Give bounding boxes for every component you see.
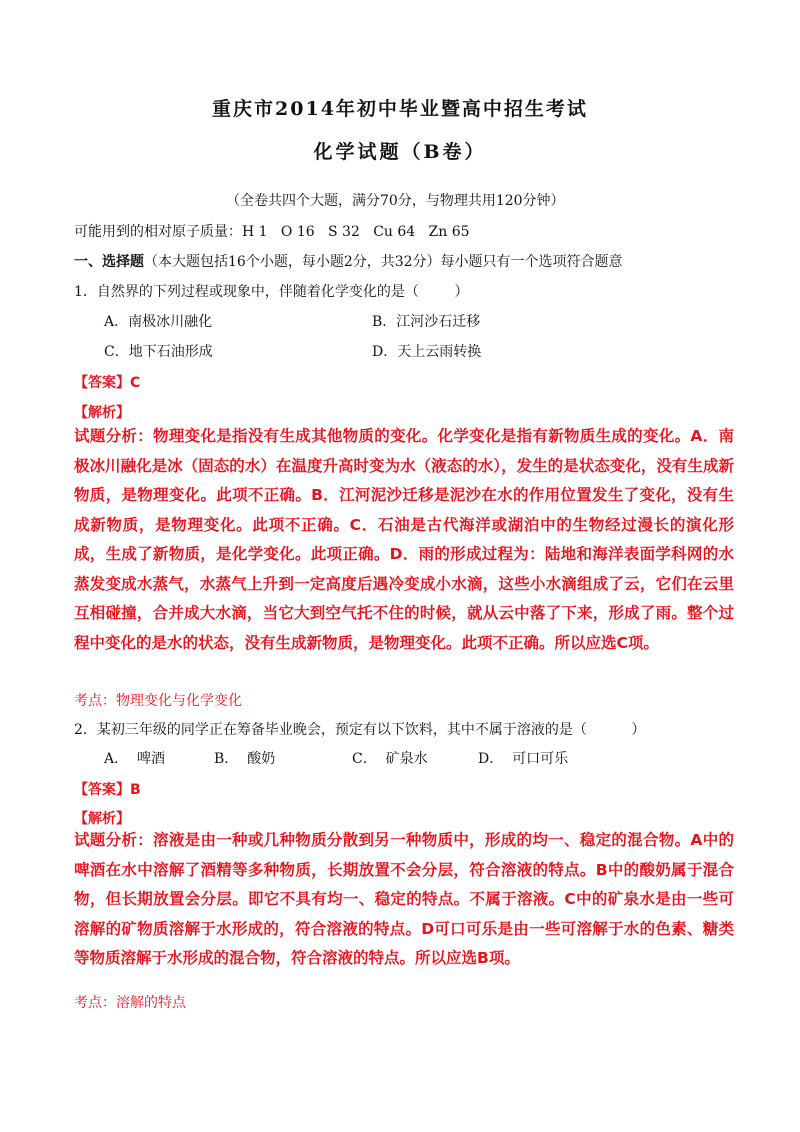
section-desc: （本大题包括16个小题，每小题2分，共32分）每小题只有一个选项符合题意 bbox=[144, 254, 623, 270]
section-heading bbox=[74, 252, 623, 272]
atomic-masses: 可能用到的相对原子质量：H 1 O 16 S 32 Cu 64 Zn 65 bbox=[74, 224, 470, 240]
q1-analysis-label: 【解析】 bbox=[74, 405, 130, 421]
exam-note: （全卷共四个大题，满分70分，与物理共用120分钟） bbox=[226, 193, 565, 209]
q2-option-b: B． 酸奶 bbox=[214, 751, 276, 767]
q1-option-a: A．南极冰川融化 bbox=[104, 314, 213, 330]
q1-answer: 【答案】C bbox=[74, 375, 141, 391]
q1-option-d: D．天上云雨转换 bbox=[372, 344, 482, 360]
exam-title: 重庆市2014年初中毕业暨高中招生考试 bbox=[212, 98, 588, 120]
q2-option-c: C． 矿泉水 bbox=[352, 751, 428, 767]
q2-kaodian: 考点：溶解的特点 bbox=[74, 995, 186, 1011]
exam-subtitle: 化学试题（B卷） bbox=[313, 141, 487, 163]
q2-answer: 【答案】B bbox=[74, 782, 141, 798]
q2-analysis: 试题分析：溶液是由一种或几种物质分散到另一种物质中，形成的均一、稳定的混合物。A中的啤酒在水中溶解了酒精等多种物质，长期放置不会分层，符合溶液的特点。B中的酸奶属于混合物，但长期放置会分层。即它不具有均一、稳定的特点。不属于溶液。C中的矿泉水是由一些可溶解的矿物质溶解于水形成的，符合溶液的特点。D可口可乐是由一些可溶解于水的色素、糖类等物质溶解于水形成的混合物，符合溶液的特点。所以应选B项。 bbox=[74, 831, 734, 967]
q2-analysis-label: 【解析】 bbox=[74, 811, 130, 827]
q2-option-d: D． 可口可乐 bbox=[478, 751, 569, 767]
q2-option-a: A． 啤酒 bbox=[104, 751, 166, 767]
q1-stem: 1．自然界的下列过程或现象中，伴随着化学变化的是（ ） bbox=[74, 284, 469, 300]
q1-kaodian: 考点：物理变化与化学变化 bbox=[74, 693, 242, 709]
q2-stem: 2．某初三年级的同学正在筹备毕业晚会，预定有以下饮料，其中不属于溶液的是（ ） bbox=[74, 722, 646, 738]
section-title: 一、选择题 bbox=[74, 254, 144, 270]
q1-option-b: B．江河沙石迁移 bbox=[372, 314, 481, 330]
q1-analysis: 试题分析：物理变化是指没有生成其他物质的变化。化学变化是指有新物质生成的变化。A．南极冰川融化是冰（固态的水）在温度升高时变为水（液态的水），发生的是状态变化，没有生成新物质，是物理变化。此项不正确。B．江河泥沙迁移是泥沙在水的作用位置发生了变化，没有生成新物质，是物理变化。此项不正确。C．石油是古代海洋或湖泊中的生物经过漫长的演化形成，生成了新物质，是化学变化。此项正确。D．雨的形成过程为：陆地和海洋表面学科网的水蒸发变成水蒸气，水蒸气上升到一定高度后遇冷变成小水滴，这些小水滴组成了云，它们在云里互相碰撞，合并成大水滴，当它大到空气托不住的时候，就从云中落了下来，形成了雨。整个过程中变化的是水的状态，没有生成新物质，是物理变化。此项不正确。所以应选C项。 bbox=[74, 427, 734, 652]
q1-option-c: C．地下石油形成 bbox=[104, 344, 213, 360]
